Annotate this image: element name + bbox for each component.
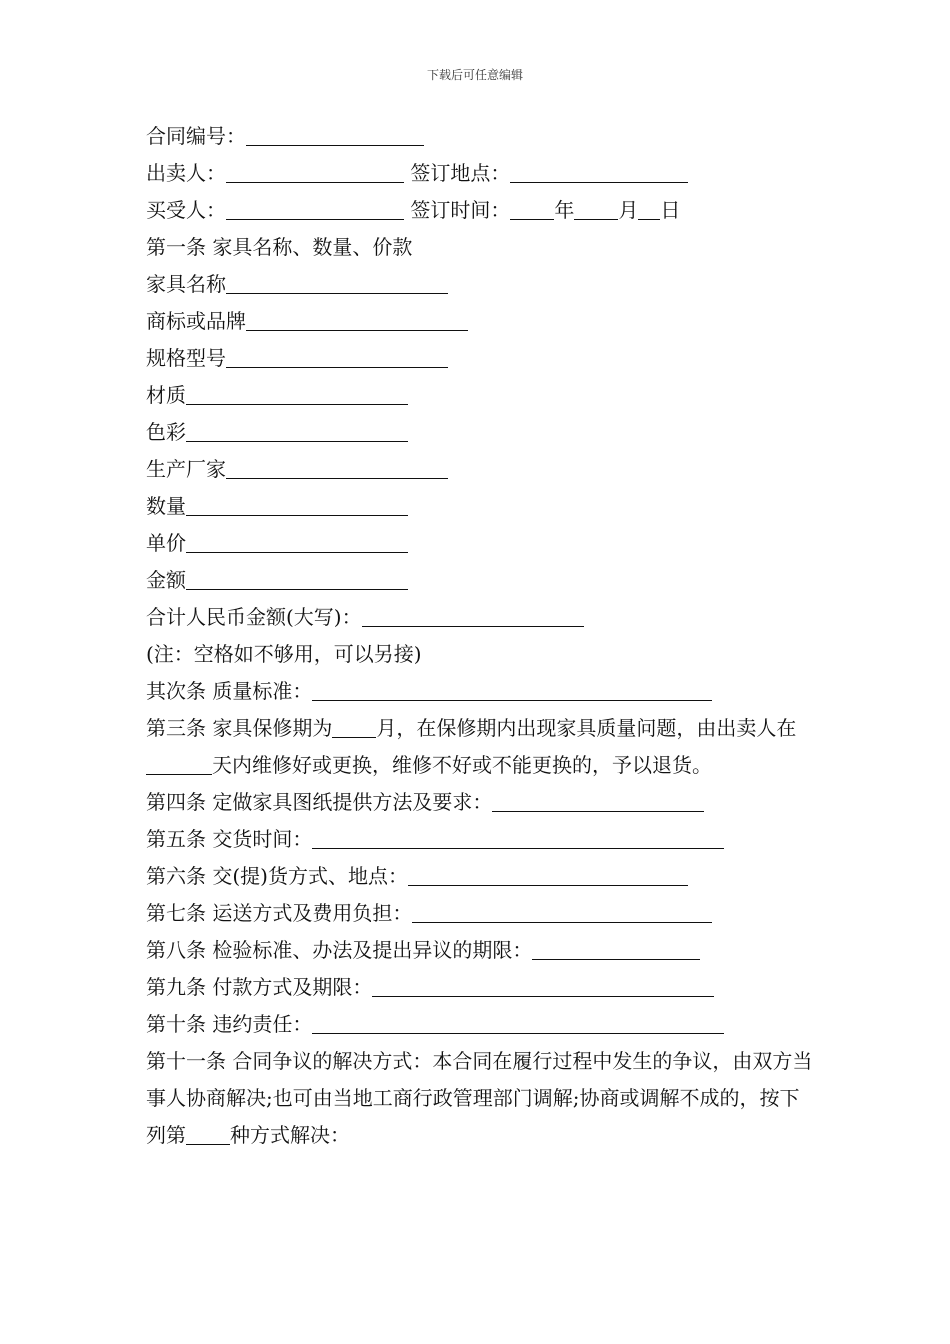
article-9-line	[146, 969, 816, 1006]
contract-body	[146, 118, 816, 1154]
unit-price-label: 单价	[146, 531, 186, 555]
article-6-label: 第六条 交(提)货方式、地点：	[146, 864, 408, 888]
color-line	[146, 414, 816, 451]
manufacturer-line	[146, 451, 816, 488]
article-7-line	[146, 895, 816, 932]
article-11-paragraph	[146, 1043, 816, 1154]
model-blank[interactable]	[226, 347, 448, 368]
unit-price-line	[146, 525, 816, 562]
quantity-blank[interactable]	[186, 495, 408, 516]
brand-line	[146, 303, 816, 340]
article-11-text-b: 种方式解决：	[230, 1123, 350, 1147]
contract-number-label: 合同编号：	[146, 124, 246, 148]
inspection-blank[interactable]	[532, 939, 700, 960]
article-9-label: 第九条 付款方式及期限：	[146, 975, 373, 999]
article-3-paragraph	[146, 710, 816, 784]
material-blank[interactable]	[186, 384, 408, 405]
warranty-months-blank[interactable]	[332, 717, 376, 738]
contract-number-blank[interactable]	[246, 125, 424, 146]
furniture-name-label: 家具名称	[146, 272, 226, 296]
seller-blank[interactable]	[226, 162, 404, 183]
article-10-label: 第十条 违约责任：	[146, 1012, 313, 1036]
delivery-time-blank[interactable]	[312, 828, 724, 849]
furniture-name-line	[146, 266, 816, 303]
year-blank[interactable]	[510, 199, 554, 220]
model-label: 规格型号	[146, 346, 226, 370]
buyer-label: 买受人：	[146, 198, 226, 222]
brand-blank[interactable]	[246, 310, 468, 331]
article-4-label: 第四条 定做家具图纸提供方法及要求：	[146, 790, 493, 814]
article-5-line	[146, 821, 816, 858]
manufacturer-blank[interactable]	[226, 458, 448, 479]
total-rmb-line	[146, 599, 816, 636]
month-blank[interactable]	[574, 199, 618, 220]
month-label: 月	[618, 198, 639, 222]
note-line: (注：空格如不够用，可以另接)	[146, 642, 422, 666]
manufacturer-label: 生产厂家	[146, 457, 226, 481]
quantity-label: 数量	[146, 494, 186, 518]
seller-label: 出卖人：	[146, 161, 226, 185]
color-label: 色彩	[146, 420, 186, 444]
seller-line	[146, 155, 816, 192]
sign-place-blank[interactable]	[510, 162, 688, 183]
contract-number-line	[146, 118, 816, 155]
amount-line	[146, 562, 816, 599]
article-7-label: 第七条 运送方式及费用负担：	[146, 901, 413, 925]
material-line	[146, 377, 816, 414]
article-6-line	[146, 858, 816, 895]
article-2-line	[146, 673, 816, 710]
sign-place-label: 签订地点：	[404, 161, 511, 185]
article-5-label: 第五条 交货时间：	[146, 827, 313, 851]
model-line	[146, 340, 816, 377]
delivery-method-blank[interactable]	[408, 865, 688, 886]
year-label: 年	[554, 198, 575, 222]
article-2-label: 其次条 质量标准：	[146, 679, 313, 703]
payment-blank[interactable]	[372, 976, 714, 997]
buyer-blank[interactable]	[226, 199, 404, 220]
brand-label: 商标或品牌	[146, 309, 246, 333]
furniture-name-blank[interactable]	[226, 273, 448, 294]
drawing-requirements-blank[interactable]	[492, 791, 704, 812]
day-label: 日	[660, 198, 681, 222]
quality-standard-blank[interactable]	[312, 680, 712, 701]
amount-label: 金额	[146, 568, 186, 592]
day-blank[interactable]	[638, 199, 660, 220]
article-8-line	[146, 932, 816, 969]
color-blank[interactable]	[186, 421, 408, 442]
article-1-heading: 第一条 家具名称、数量、价款	[146, 235, 413, 259]
material-label: 材质	[146, 383, 186, 407]
repair-days-blank[interactable]	[146, 754, 212, 775]
page-header: 下载后可任意编辑	[426, 68, 523, 82]
dispute-method-blank[interactable]	[186, 1124, 230, 1145]
article-3-text-c: 天内维修好或更换，维修不好或不能更换的，予以退货。	[212, 753, 712, 777]
unit-price-blank[interactable]	[186, 532, 408, 553]
article-10-line	[146, 1006, 816, 1043]
amount-blank[interactable]	[186, 569, 408, 590]
article-4-line	[146, 784, 816, 821]
transport-cost-blank[interactable]	[412, 902, 712, 923]
total-rmb-blank[interactable]	[362, 606, 584, 627]
total-rmb-label: 合计人民币金额(大写)：	[146, 605, 362, 629]
article-3-text-b: 月，在保修期内出现家具质量问题，由出卖人在	[376, 716, 797, 740]
article-8-label: 第八条 检验标准、办法及提出异议的期限：	[146, 938, 533, 962]
article-11-text-a: 第十一条 合同争议的解决方式：本合同在履行过程中发生的争议，由双方当事人协商解决;也可由当地工商行政管理部门调解;协商或调解不成的，按下列第	[146, 1049, 813, 1147]
quantity-line	[146, 488, 816, 525]
buyer-line	[146, 192, 816, 229]
sign-time-label: 签订时间：	[404, 198, 511, 222]
article-3-text-a: 第三条 家具保修期为	[146, 716, 333, 740]
liability-blank[interactable]	[312, 1013, 724, 1034]
